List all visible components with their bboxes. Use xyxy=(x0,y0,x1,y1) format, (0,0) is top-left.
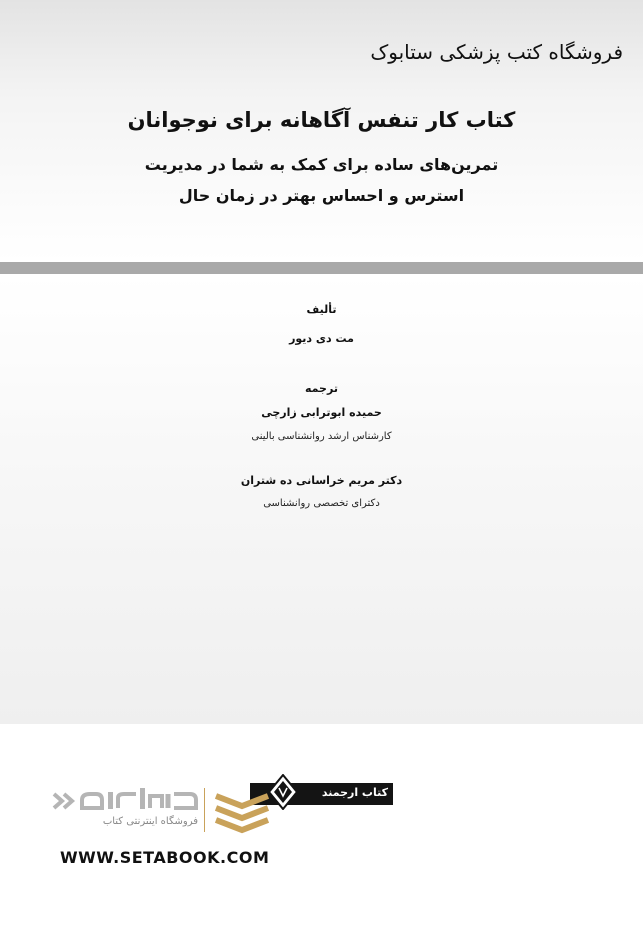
section-divider xyxy=(0,262,643,274)
store-name: فروشگاه کتب پزشکی ستابوک xyxy=(370,40,623,64)
author-label: تألیف xyxy=(306,303,337,316)
translation-label: ترجمه xyxy=(305,382,338,395)
book-subtitle-line1: تمرین‌های ساده برای کمک به شما در مدیریت xyxy=(144,155,499,174)
logo-subtitle: فروشگاه اینترنتی کتاب xyxy=(102,816,198,827)
setabook-logo xyxy=(52,782,274,838)
logo-separator xyxy=(204,788,205,832)
translator1-description: کارشناس ارشد روانشناسی بالینی xyxy=(251,431,392,442)
book-title: کتاب کار تنفس آگاهانه برای نوجوانان xyxy=(127,108,516,132)
author-name: مت دی دیور xyxy=(289,332,354,345)
setabook-wordmark-icon xyxy=(52,786,200,816)
translator2-description: دکترای تخصصی روانشناسی xyxy=(263,498,380,509)
book-subtitle-line2: استرس و احساس بهتر در زمان حال xyxy=(178,186,465,205)
website-url[interactable]: WWW.SETABOOK.COM xyxy=(60,848,270,867)
translator1-name: حمیده ابوترابی زارچی xyxy=(261,406,382,419)
chevron-stack-icon xyxy=(212,790,272,834)
translator2-name: دکتر مریم خراسانی ده شتران xyxy=(240,474,403,487)
publisher-label: کتاب ارجمند xyxy=(321,786,388,799)
